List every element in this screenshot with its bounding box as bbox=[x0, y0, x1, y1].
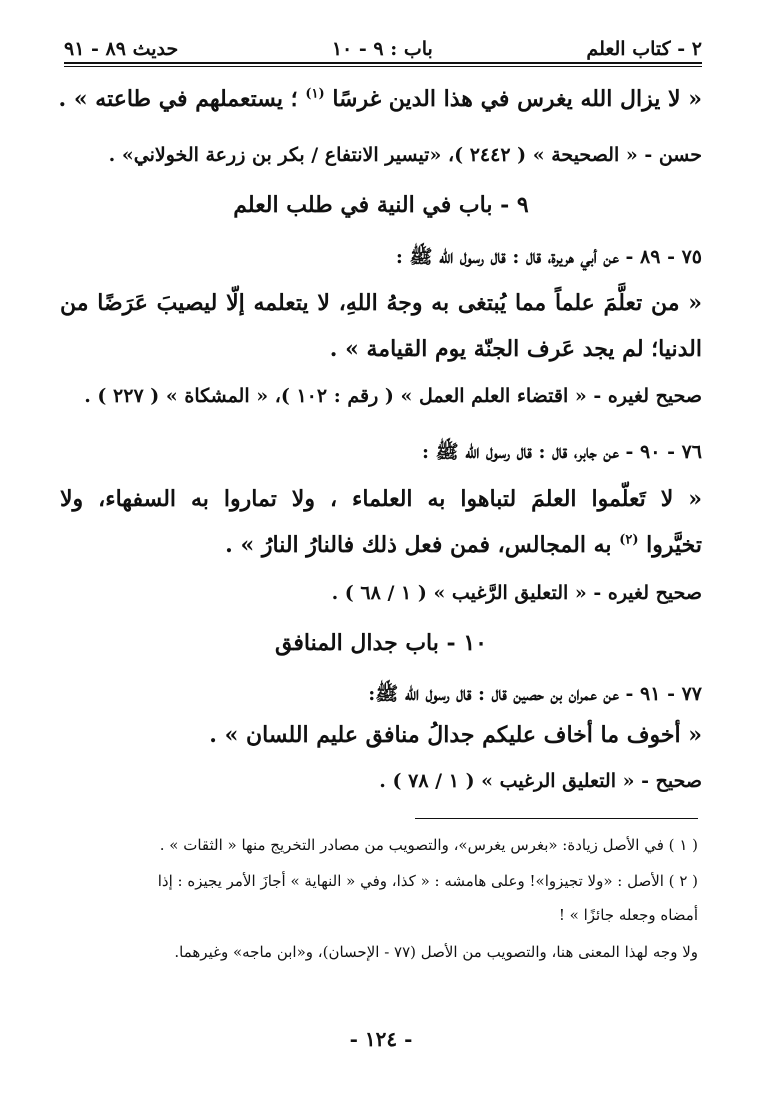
running-header bbox=[64, 28, 702, 60]
hadith-76-grade: صحيح لغيره - « التعليق الرَّغيب » ( ١ / ٦٨ ) . bbox=[331, 582, 702, 604]
footnote-marker-2: (٢) bbox=[619, 532, 639, 548]
header-chapters: باب : ٩ - ١٠ bbox=[331, 38, 433, 60]
footnote-2-line-2: أمضاه وجعله جائزًا » ! bbox=[558, 906, 698, 924]
header-rule-thick bbox=[64, 62, 702, 64]
hadith-75-grade: صحيح لغيره - « اقتضاء العلم العمل » ( رقم : ١٠٢ )، « المشكاة » ( ٢٢٧ ) . bbox=[84, 385, 702, 407]
hadith-text-line: « لا يزال الله يغرس في هذا الدين غرسًا $^{(١)}$ ؛ يستعملهم في طاعته » . bbox=[58, 86, 702, 112]
header-hadith-range: حديث ٨٩ - ٩١ bbox=[64, 38, 179, 60]
chapter-heading-9: ٩ - باب في النية في طلب العلم bbox=[233, 192, 529, 218]
header-book-title: ٢ - كتاب العلم bbox=[586, 38, 702, 60]
chapter-heading-10: ١٠ - باب جدال المنافق bbox=[275, 630, 487, 656]
hadith-75-text-line-1: « من تعلَّمَ علماً مما يُبتغى به وجهُ اللهِ، لا يتعلمه إلّا ليصيبَ عَرَضًا من bbox=[60, 290, 702, 316]
hadith-75-intro: ٧٥ - ٨٩ - عن أبي هريرة، قال : قال رسول الله ﷺ : bbox=[395, 246, 702, 268]
page-number: - ١٢٤ - bbox=[349, 1027, 413, 1051]
grading-line: حسن - « الصحيحة » ( ٢٤٤٢ )، «تيسير الانتفاع / بكر بن زرعة الخولاني» . bbox=[108, 144, 702, 166]
hadith-77-text: « أخوف ما أخاف عليكم جدالُ منافق عليم اللسان » . bbox=[209, 722, 702, 748]
hadith-76-text-line-2: تخيَّروا $^{(٢)}$ به المجالس، فمن فعل ذلك فالنارُ النارُ » . bbox=[225, 532, 702, 558]
hadith-76-text-line-1: « لا تَعلّموا العلمَ لتباهوا به العلماء ، ولا تماروا به السفهاء، ولا bbox=[60, 486, 702, 512]
hadith-75-text-line-2: الدنيا؛ لم يجد عَرف الجنّة يوم القيامة » . bbox=[329, 336, 702, 362]
footnote-1: ( ١ ) في الأصل زيادة: «بغرس يغرس»، والتصويب من مصادر التخريج منها « الثقات » . bbox=[159, 836, 698, 854]
footnote-2-line-3: ولا وجه لهذا المعنى هنا، والتصويب من الأصل (٧٧ - الإحسان)، و«ابن ماجه» وغيرهما. bbox=[174, 943, 698, 961]
footnote-rule bbox=[415, 818, 698, 819]
header-rule-thin bbox=[64, 66, 702, 67]
hadith-77-grade: صحيح - « التعليق الرغيب » ( ١ / ٧٨ ) . bbox=[379, 770, 702, 792]
footnote-marker-1: (١) bbox=[305, 86, 325, 102]
footnote-2-line-1: ( ٢ ) الأصل : «ولا تجيزوا»! وعلى هامشه : « كذا، وفي « النهاية » أجازَ الأمر يجيزه : إذا bbox=[157, 872, 698, 890]
hadith-77-intro: ٧٧ - ٩١ - عن عمران بن حصين قال : قال رسول الله ﷺ: bbox=[368, 683, 702, 705]
hadith-76-intro: ٧٦ - ٩٠ - عن جابر، قال : قال رسول الله ﷺ : bbox=[422, 441, 702, 463]
